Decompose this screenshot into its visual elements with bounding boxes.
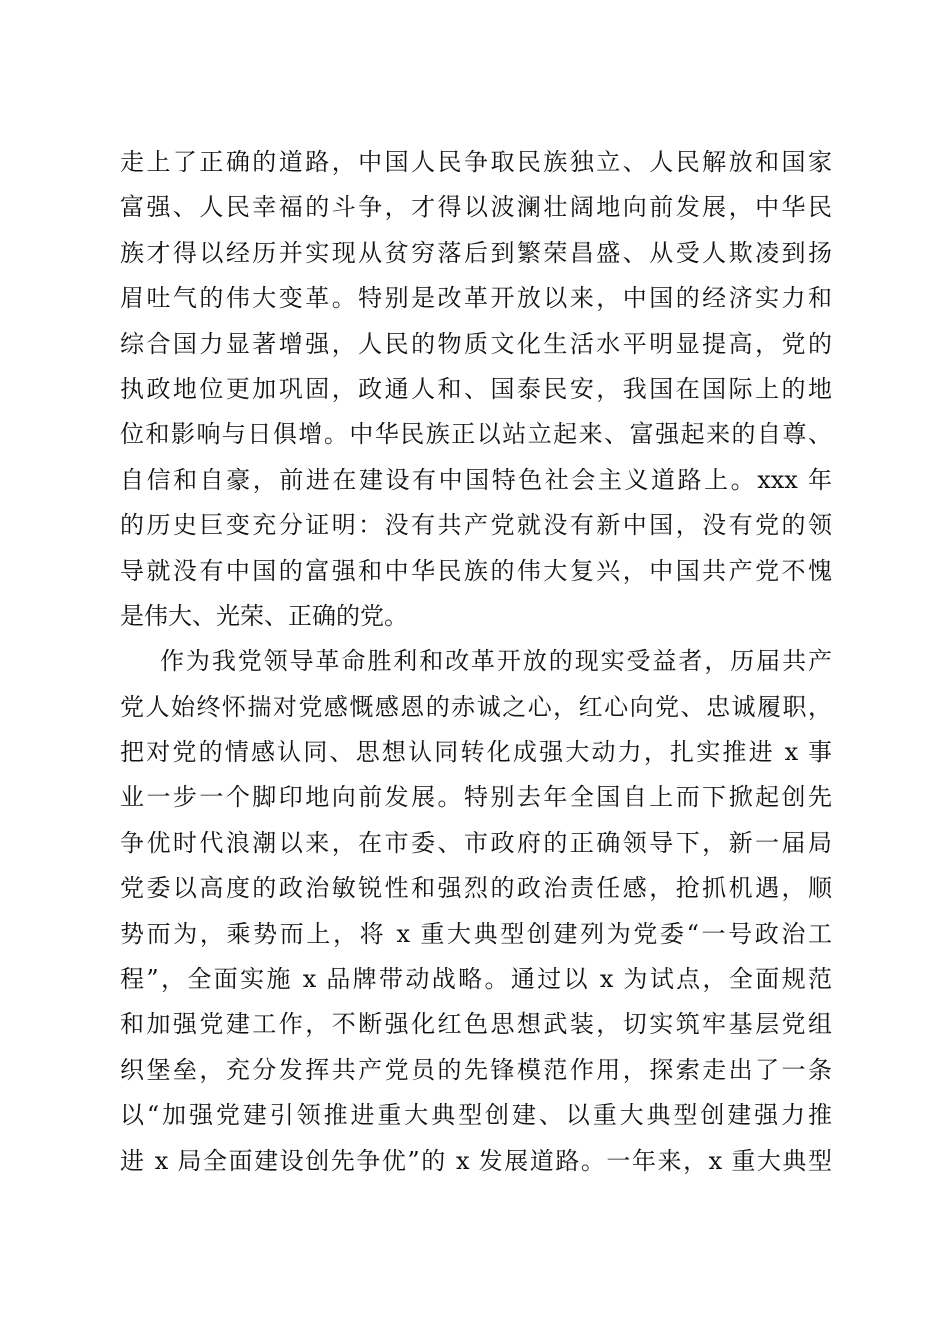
text-line: 程”，全面实施 x 品牌带动战略。通过以 x 为试点，全面规范	[120, 965, 832, 994]
text-line: 把对党的情感认同、思想认同转化成强大动力，扎实推进 x 事	[120, 738, 832, 767]
text-line: 党人始终怀揣对党感慨感恩的赤诚之心，红心向党、忠诚履职，	[120, 692, 832, 721]
text-line: 眉吐气的伟大变革。特别是改革开放以来，中国的经济实力和	[120, 284, 832, 313]
text-line: 富强、人民幸福的斗争，才得以波澜壮阔地向前发展，中华民	[120, 193, 832, 222]
text-line: 走上了正确的道路，中国人民争取民族独立、人民解放和国家	[120, 148, 832, 176]
body-text	[120, 140, 832, 1184]
text-line: 的历史巨变充分证明：没有共产党就没有新中国，没有党的领	[120, 511, 832, 540]
text-line: 争优时代浪潮以来，在市委、市政府的正确领导下，新一届局	[120, 828, 832, 857]
text-line: 党委以高度的政治敏锐性和强烈的政治责任感，抢抓机遇，顺	[120, 874, 832, 903]
text-line: 以“加强党建引领推进重大典型创建、以重大典型创建强力推	[120, 1101, 832, 1130]
text-line: 自信和自豪，前进在建设有中国特色社会主义道路上。xxx 年	[120, 465, 832, 494]
text-line: 势而为，乘势而上，将 x 重大典型创建列为党委“一号政治工	[120, 919, 832, 948]
text-line: 位和影响与日俱增。中华民族正以站立起来、富强起来的自尊、	[120, 420, 832, 449]
text-line: 导就没有中国的富强和中华民族的伟大复兴，中国共产党不愧	[120, 556, 832, 585]
text-line: 综合国力显著增强，人民的物质文化生活水平明显提高，党的	[120, 329, 832, 358]
text-line: 和加强党建工作，不断强化红色思想武装，切实筑牢基层党组	[120, 1010, 832, 1039]
text-line: 织堡垒，充分发挥共产党员的先锋模范作用，探索走出了一条	[120, 1055, 832, 1084]
text-line: 是伟大、光荣、正确的党。	[120, 601, 408, 630]
text-line: 进 x 局全面建设创先争优”的 x 发展道路。一年来，x 重大典型	[120, 1146, 832, 1175]
text-line: 族才得以经历并实现从贫穷落后到繁荣昌盛、从受人欺凌到扬	[120, 238, 832, 267]
text-line: 业一步一个脚印地向前发展。特别去年全国自上而下掀起创先	[120, 783, 832, 812]
paragraph-first-line: 作为我党领导革命胜利和改革开放的现实受益者，历届共产	[160, 647, 832, 676]
text-line: 执政地位更加巩固，政通人和、国泰民安，我国在国际上的地	[120, 374, 832, 403]
